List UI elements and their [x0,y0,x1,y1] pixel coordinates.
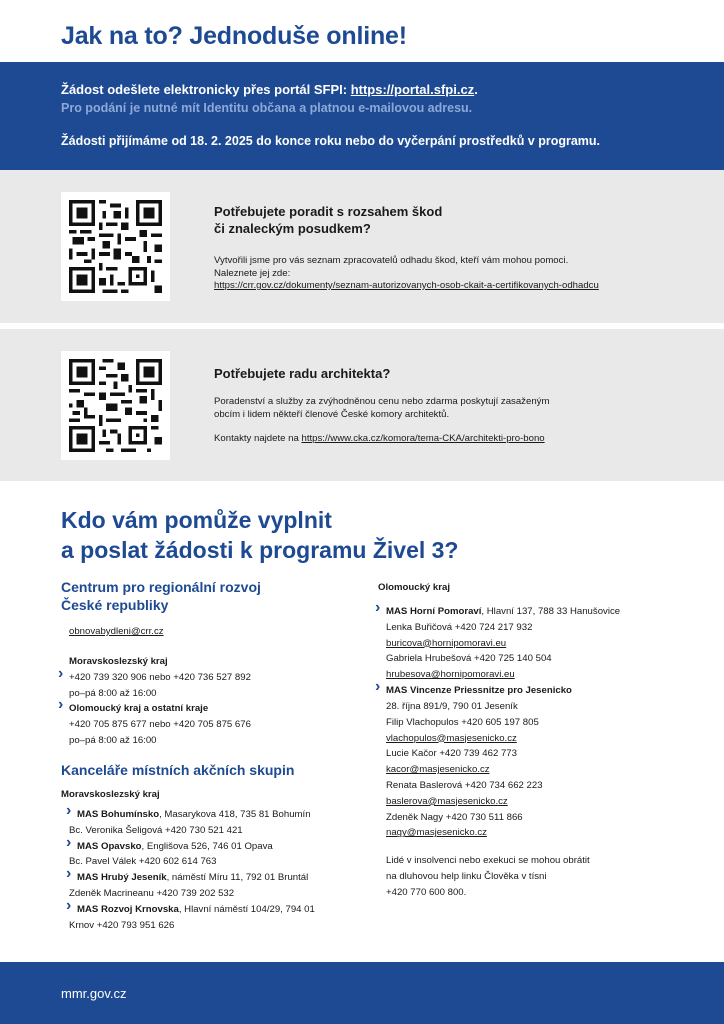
mas-horni-pomoravi: › MAS Horní Pomoraví, Hlavní 137, 788 33 Hanušovice [378,604,678,620]
crr-title: Centrum pro regionální rozvoj České republiky [61,579,261,613]
list-item-contact: Bc. Pavel Válek +420 602 614 763 [69,856,217,868]
contact-line: 28. října 891/9, 790 01 Jeseník [386,700,518,712]
contact-line: Zdeněk Nagy +420 730 511 866 [386,811,523,823]
contact-line: Filip Vlachopulos +420 605 197 805 [386,716,539,728]
contact-line: Renata Baslerová +420 734 662 223 [386,779,543,791]
list-item: › MAS Rozvoj Krnovska, Hlavní náměstí 104/29, 794 01 [69,902,361,918]
crr-phone-msk: › +420 739 320 906 nebo +420 736 527 892 [61,670,361,686]
box2-text: Poradenství a služby za zvýhodněnou cenu nebo zdarma poskytují zasaženým obcím i lidem někteří členové České komory architektů. [214,396,550,420]
box2-heading: Potřebujete radu architekta? [214,366,391,381]
list-item-contact: Krnov +420 793 951 626 [69,919,175,931]
email-link[interactable]: kacor@masjesenicko.cz [386,764,490,776]
damage-assessment-box [0,170,724,323]
banner-line-portal: Žádost odešlete elektronicky přes portál SFPI: https://portal.sfpi.cz. [61,82,478,97]
email-link[interactable]: baslerova@masjesenicko.cz [386,795,508,807]
help-note: Lidé v insolvenci nebo exekuci se mohou obrátit na dluhovou help linku Člověka v tísni +420 770 600 800. [386,855,590,898]
banner-line-identity: Pro podání je nutné mít Identitu občana a platnou e-mailovou adresu. [61,101,473,115]
email-link[interactable]: buricova@hornipomoravi.eu [386,637,507,649]
list-item-contact: Zdeněk Macrineanu +420 739 202 532 [69,887,235,899]
banner-line-dates: Žádosti přijímáme od 18. 2. 2025 do konce roku nebo do vyčerpání prostředků v programu. [61,134,601,148]
box1-text: Vytvořili jsme pro vás seznam zpracovatelů odhadu škod, kteří vám mohou pomoci. Naleznete jej zde: https://crr.gov.cz/dokumenty/seznam-autorizovanych-osob-ckait-a-certifikovanych-odhadcu [214,255,599,291]
email-link[interactable]: nagy@masjesenicko.cz [386,827,487,839]
crr-hours-msk: po–pá 8:00 až 16:00 [69,687,157,699]
box2-contacts: Kontakty najdete na https://www.cka.cz/komora/tema-CKA/architekti-pro-bono [214,433,545,444]
left-column [61,578,361,933]
list-item: › MAS Bohumínsko, Masarykova 418, 735 81 Bohumín [69,807,361,823]
portal-link[interactable]: https://portal.sfpi.cz [350,82,475,97]
list-item: › MAS Opavsko, Englišova 526, 746 01 Opava [69,839,361,855]
footer [0,962,724,1024]
contact-line: Lenka Buřičová +420 724 217 932 [386,621,533,633]
info-banner [0,62,724,170]
olomouc-region: Olomoucký kraj [378,582,450,593]
email-link[interactable]: vlachopulos@masjesenicko.cz [386,732,517,744]
qr-code-crr[interactable] [61,192,170,301]
box1-heading: Potřebujete poradit s rozsahem škod či znaleckým posudkem? [214,204,443,236]
section-title: Kdo vám pomůže vyplnit a poslat žádosti k programu Živel 3? [61,507,459,563]
crr-region-msk: Moravskoslezský kraj [69,655,168,667]
mas-priessnitz: › MAS Vincenze Priessnitze pro Jesenicko [378,683,678,699]
list-item: › MAS Hrubý Jeseník, náměstí Míru 11, 792 01 Bruntál [69,870,361,886]
mas-list [61,807,361,933]
qr-code-cka[interactable] [61,351,170,460]
email-link[interactable]: hrubesova@hornipomoravi.eu [386,669,515,681]
crr-list-link[interactable]: https://crr.gov.cz/dokumenty/seznam-autorizovanych-osob-ckait-a-certifikovanych-odhadcu [214,280,599,291]
architect-box [0,329,724,481]
list-item-contact: Bc. Veronika Šeligová +420 730 521 421 [69,824,243,836]
page-title: Jak na to? Jednoduše online! [61,22,407,50]
footer-site-link[interactable]: mmr.gov.cz [61,986,127,1001]
right-column [378,580,678,901]
contact-line: Gabriela Hrubešová +420 725 140 504 [386,653,552,665]
crr-hours-olomouc: po–pá 8:00 až 16:00 [69,735,157,747]
crr-email-link[interactable]: obnovabydleni@crr.cz [69,626,164,637]
cka-link[interactable]: https://www.cka.cz/komora/tema-CKA/architekti-pro-bono [301,433,545,444]
contact-line: Lucie Kačor +420 739 462 773 [386,748,517,760]
crr-phone-olomouc: +420 705 875 677 nebo +420 705 875 676 [69,719,251,731]
mas-title: Kanceláře místních akčních skupin [61,761,295,778]
crr-region-olomouc: › Olomoucký kraj a ostatní kraje [61,701,361,717]
mas-region: Moravskoslezský kraj [61,788,160,800]
